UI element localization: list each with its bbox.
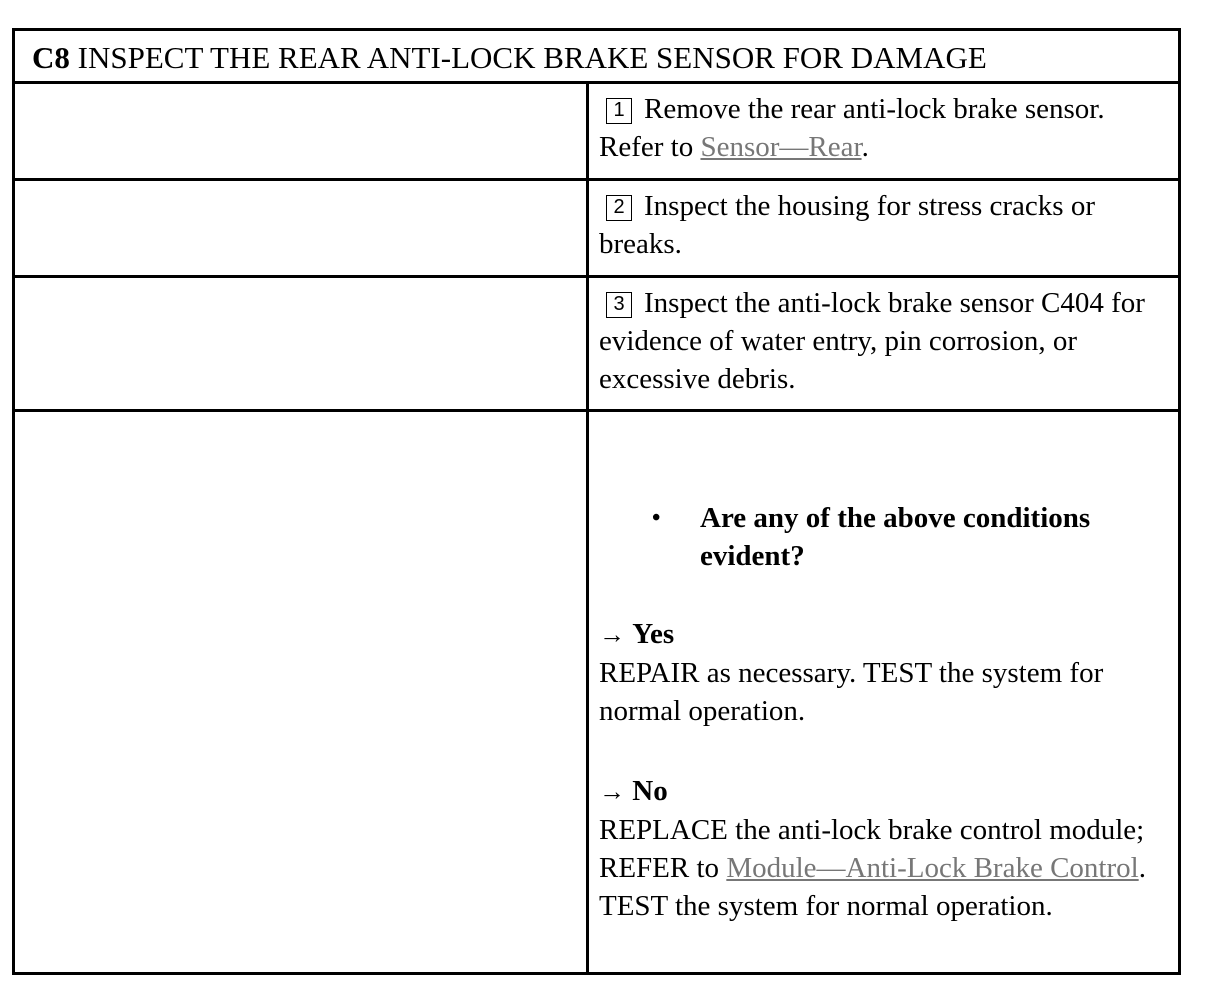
sensor-rear-link[interactable]: Sensor—Rear: [700, 131, 862, 163]
empty-cell: [15, 412, 589, 975]
step-number-3: 3: [606, 292, 632, 318]
step-header: [15, 31, 1178, 84]
decision-cell: [592, 412, 1178, 975]
no-text: [599, 811, 1159, 925]
table-row: [15, 412, 1178, 975]
step-number-2: 2: [606, 195, 632, 221]
decision-question: [652, 499, 1162, 575]
procedure-table: [12, 28, 1181, 975]
module-abs-control-link[interactable]: Module—Anti-Lock Brake Control: [726, 852, 1139, 884]
step-text-1-end: .: [861, 131, 869, 163]
no-text-end: . TEST the system for normal operation.: [599, 852, 1146, 922]
table-row: [15, 278, 1178, 412]
answer-yes: [599, 615, 1159, 730]
table-row: [15, 84, 1178, 181]
question-text: Are any of the above conditions evident?: [700, 502, 1091, 572]
step-cell: [592, 181, 1178, 275]
yes-label: Yes: [632, 618, 675, 650]
table-row: [15, 181, 1178, 278]
empty-cell: [15, 278, 589, 409]
yes-text: REPAIR as necessary. TEST the system for normal operation.: [599, 657, 1104, 727]
step-text-3: Inspect the anti-lock brake sensor C404 for evidence of water entry, pin corrosion, or excessive debris.: [599, 287, 1145, 395]
no-label: No: [632, 775, 668, 807]
step-cell: [592, 84, 1178, 178]
step-text-2: Inspect the housing for stress cracks or breaks.: [599, 190, 1095, 260]
empty-cell: [15, 181, 589, 275]
empty-cell: [15, 84, 589, 178]
arrow-right-icon: →: [599, 777, 625, 806]
no-text-start: REPLACE the anti-lock brake control module; REFER to: [599, 814, 1145, 884]
bullet-icon: •: [652, 505, 661, 531]
arrow-right-icon: →: [599, 620, 625, 649]
step-code: C8: [32, 40, 70, 75]
step-text-1: Remove the rear anti-lock brake sensor. Refer to: [599, 93, 1105, 163]
answer-no: [599, 772, 1159, 925]
step-title: INSPECT THE REAR ANTI-LOCK BRAKE SENSOR FOR DAMAGE: [77, 40, 987, 75]
step-number-1: 1: [606, 98, 632, 124]
step-cell: [592, 278, 1178, 409]
